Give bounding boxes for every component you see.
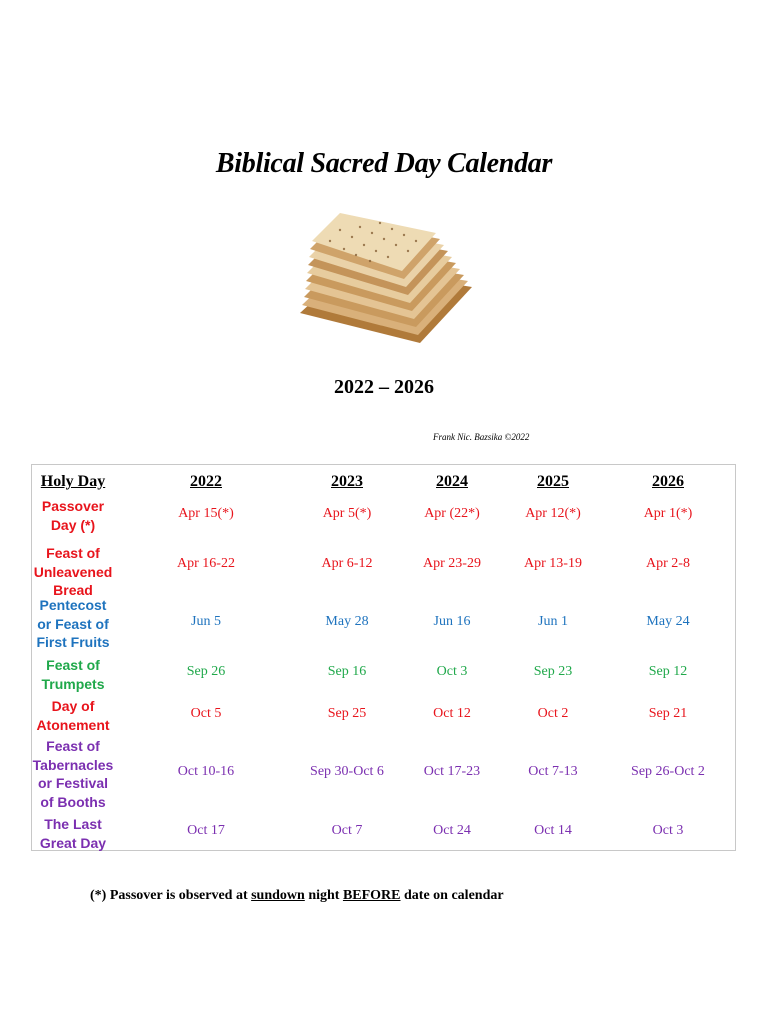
- holy-day-label-line: Tabernacles: [32, 756, 114, 773]
- date-cell: Sep 23: [533, 664, 573, 679]
- holy-day-label-line: Great Day: [39, 834, 107, 851]
- date-cell: May 24: [646, 614, 690, 629]
- holy-day-label: [32, 656, 114, 693]
- matzo-stack: [300, 213, 472, 343]
- copyright-credit: Frank Nic. Bazsika ©2022: [433, 432, 530, 442]
- holy-day-label: [32, 815, 114, 852]
- date-cell: Apr 5(*): [322, 506, 372, 521]
- holy-day-label: [32, 697, 114, 734]
- holy-day-label-line: Day (*): [50, 516, 96, 533]
- holy-day-label-line: Day of: [51, 698, 95, 714]
- date-cell: Jun 16: [433, 614, 471, 629]
- holy-day-label-line: Feast of: [46, 545, 100, 561]
- holy-day-label-line: Atonement: [36, 716, 110, 733]
- holy-day-label-line: Passover: [41, 498, 105, 514]
- holy-day-label: [32, 497, 114, 534]
- header-year-2023: 2023: [331, 473, 363, 490]
- note-text-2: night: [304, 888, 343, 903]
- note-text-1: (*) Passover is observed at: [90, 888, 252, 903]
- holy-day-label-line: The Last: [44, 816, 102, 832]
- date-cell: Apr 13-19: [524, 556, 582, 571]
- date-cell: Oct 17-23: [423, 764, 481, 779]
- date-cell: Oct 24: [433, 823, 471, 838]
- date-cell: Apr 15(*): [178, 506, 234, 521]
- header-year-2025: 2025: [537, 473, 569, 490]
- date-cell: Sep 12: [648, 664, 688, 679]
- holy-day-label-line: Pentecost: [39, 597, 107, 613]
- note-text-3: date on calendar: [400, 888, 504, 903]
- date-cell: Apr 23-29: [423, 556, 481, 571]
- date-cell: May 28: [325, 614, 369, 629]
- date-cell: Sep 21: [648, 706, 688, 721]
- header-year-2026: 2026: [652, 473, 684, 490]
- date-cell: Oct 7-13: [528, 764, 578, 779]
- header-holy-day: Holy Day: [40, 473, 106, 490]
- holy-day-label-line: Unleavened: [33, 563, 113, 580]
- passover-footnote: [90, 888, 504, 904]
- date-cell: Oct 3: [652, 823, 684, 838]
- date-cell: Apr 12(*): [525, 506, 581, 521]
- date-cell: Sep 26: [186, 664, 226, 679]
- date-cell: Sep 30-Oct 6: [310, 764, 384, 779]
- holy-day-label: [32, 544, 114, 600]
- date-cell: Oct 7: [331, 823, 363, 838]
- page-title: Biblical Sacred Day Calendar: [215, 148, 553, 179]
- date-cell: Oct 3: [436, 664, 468, 679]
- holy-day-label-line: Trumpets: [41, 675, 105, 692]
- note-underlined-before: BEFORE: [342, 888, 401, 903]
- date-cell: Apr (22*): [424, 506, 480, 521]
- matzo-bread-image: [290, 205, 475, 350]
- header-year-2022: 2022: [190, 473, 222, 490]
- holy-day-label-line: or Feast of: [37, 615, 109, 632]
- date-cell: Sep 16: [327, 664, 367, 679]
- date-cell: Oct 10-16: [177, 764, 235, 779]
- holy-day-label: [32, 737, 114, 811]
- date-cell: Oct 12: [433, 706, 471, 721]
- holy-day-label-line: or Festival: [37, 775, 109, 791]
- date-cell: Jun 5: [191, 614, 221, 629]
- holy-day-label-line: Feast of: [46, 657, 100, 673]
- date-cell: Oct 2: [537, 706, 569, 721]
- date-cell: Apr 2-8: [646, 556, 690, 571]
- holy-day-label-line: of Booths: [40, 793, 106, 810]
- holy-day-label-line: Feast of: [46, 738, 100, 754]
- date-cell: Sep 25: [327, 706, 367, 721]
- header-year-2024: 2024: [436, 473, 468, 490]
- date-cell: Sep 26-Oct 2: [631, 764, 705, 779]
- date-cell: Apr 1(*): [643, 506, 693, 521]
- date-cell: Apr 16-22: [177, 556, 235, 571]
- date-cell: Jun 1: [538, 614, 568, 629]
- holy-day-label-line: First Fruits: [36, 634, 110, 650]
- date-cell: Apr 6-12: [321, 556, 373, 571]
- date-cell: Oct 17: [187, 823, 225, 838]
- date-cell: Oct 5: [190, 706, 222, 721]
- holy-day-label: [32, 596, 114, 652]
- date-cell: Oct 14: [534, 823, 572, 838]
- holy-day-label-line: Bread: [53, 582, 93, 598]
- year-range: 2022 – 2026: [334, 376, 434, 398]
- note-underlined-sundown: sundown: [251, 888, 305, 903]
- holy-day-table: [31, 464, 736, 851]
